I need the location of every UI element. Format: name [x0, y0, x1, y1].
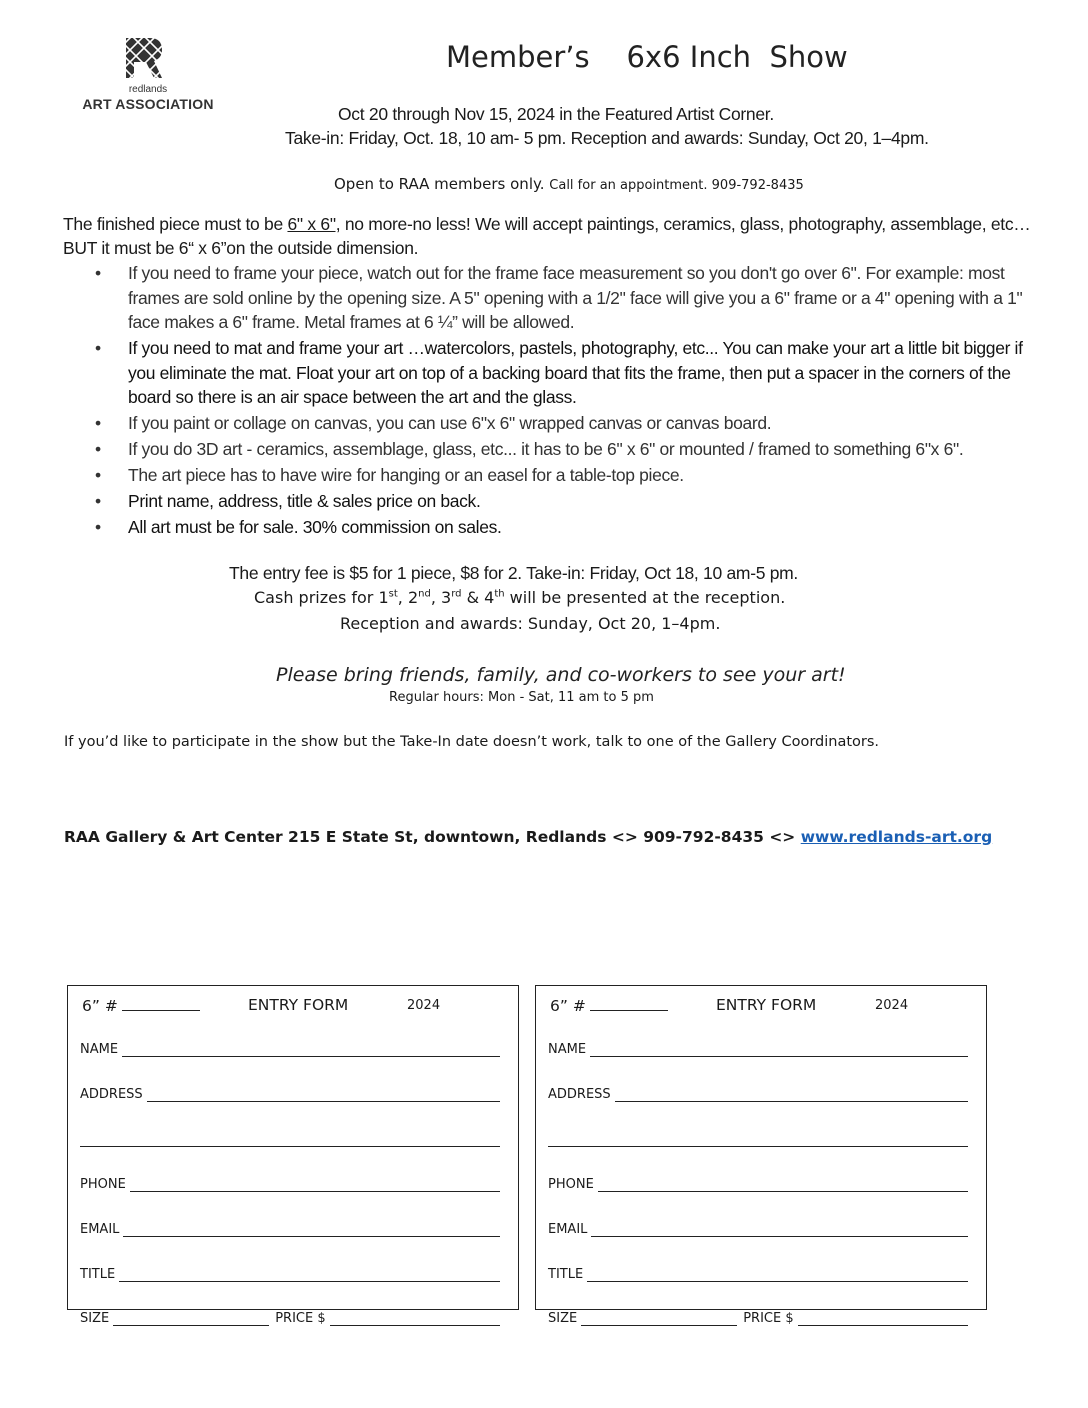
title-field[interactable] — [80, 1267, 500, 1282]
address-label: ADDRESS — [548, 1087, 611, 1102]
entry-form-year: 2024 — [407, 998, 441, 1013]
ordinal-suffix: rd — [451, 588, 462, 600]
footer-contact — [64, 828, 992, 846]
title-field[interactable] — [548, 1267, 968, 1282]
list-item-text: If you need to frame your piece, watch out for the frame face measurement so you don't go over 6". For example: most frames are sold online by the opening size. A 5" opening with a 1/2" face will give you a 6" frame or a 4" opening with a 1" face makes a 6" frame. Metal frames at 6 ¼” will be allowed. — [128, 263, 1023, 332]
entry-fee-line: The entry fee is $5 for 1 piece, $8 for 2. Take-in: Friday, Oct 18, 10 am-5 pm. — [229, 563, 798, 583]
entry-number-label: 6” # — [82, 997, 118, 1015]
address-line-2[interactable] — [80, 1146, 500, 1147]
list-item — [95, 336, 1025, 410]
prizes-text: Cash prizes for 1 — [254, 588, 389, 607]
appointment-text: Call for an appointment. 909-792-8435 — [549, 178, 804, 193]
intro-text-1: The finished piece must to be — [63, 214, 288, 234]
list-item-text: If you paint or collage on canvas, you can use 6"x 6" wrapped canvas or canvas board. — [128, 413, 772, 433]
prizes-text: , 3 — [430, 588, 452, 607]
logo-small-text: redlands — [128, 84, 168, 95]
price-line[interactable] — [330, 1311, 500, 1326]
rules-list — [95, 261, 1025, 541]
list-item — [95, 463, 1025, 488]
footer-text: RAA Gallery & Art Center 215 E State St, downtown, Redlands <> 909-792-8435 <> — [64, 828, 801, 846]
prizes-text: & 4 — [461, 588, 495, 607]
website-link[interactable]: www.redlands-art.org — [800, 828, 993, 846]
list-item — [95, 411, 1025, 436]
title-line[interactable] — [587, 1267, 968, 1282]
email-line[interactable] — [123, 1222, 500, 1237]
title-label: TITLE — [548, 1267, 584, 1282]
show-dates: Oct 20 through Nov 15, 2024 in the Featured Artist Corner. — [338, 104, 774, 124]
address-line[interactable] — [615, 1087, 968, 1102]
bullet-dot: • — [95, 465, 101, 485]
logo-main-text: ART ASSOCIATION — [82, 96, 214, 112]
size-label: SIZE — [548, 1311, 578, 1326]
size-price-field — [548, 1311, 968, 1326]
list-item-text: All art must be for sale. 30% commission on sales. — [128, 517, 502, 537]
takein-note: If you’d like to participate in the show but the Take-In date doesn’t work, talk to one of the Gallery Coordinators. — [64, 734, 880, 750]
list-item-text: Print name, address, title & sales price on back. — [128, 491, 481, 511]
entry-number — [550, 996, 668, 1015]
intro-paragraph — [63, 212, 1033, 260]
bullet-dot: • — [95, 338, 101, 358]
phone-field[interactable] — [548, 1177, 968, 1192]
address-line[interactable] — [147, 1087, 500, 1102]
entry-number-label: 6” # — [550, 997, 586, 1015]
entry-number-field[interactable] — [122, 996, 200, 1011]
size-price-field — [80, 1311, 500, 1326]
title-line[interactable] — [119, 1267, 500, 1282]
entry-form-right — [535, 985, 987, 1326]
address-field[interactable] — [80, 1087, 500, 1102]
entry-number-field[interactable] — [590, 996, 668, 1011]
bullet-dot: • — [95, 517, 101, 537]
price-label: PRICE $ — [743, 1311, 794, 1326]
list-item-text: If you need to mat and frame your art …watercolors, pastels, photography, etc... You can make your art a little bit bigger if you eliminate the mat. Float your art on top of a backing board that fits the frame, then put a spacer in the corners of the board so there is an air space between the art and the glass. — [128, 338, 1023, 407]
list-item-text: If you do 3D art - ceramics, assemblage, glass, etc... it has to be 6" x 6" or mounted / framed to something 6"x 6". — [128, 439, 964, 459]
page-title: Member’s 6x6 Inch Show — [446, 40, 848, 74]
name-label: NAME — [548, 1042, 587, 1057]
bullet-dot: • — [95, 263, 101, 283]
raa-logo-mark — [124, 36, 164, 80]
intro-size-underlined: 6" x 6", — [287, 214, 341, 234]
entry-number — [82, 996, 200, 1015]
name-label: NAME — [80, 1042, 119, 1057]
bullet-dot: • — [95, 413, 101, 433]
members-only-text: Open to RAA members only. — [334, 175, 545, 193]
price-line[interactable] — [798, 1311, 968, 1326]
email-field[interactable] — [80, 1222, 500, 1237]
list-item — [95, 437, 1025, 462]
intro-text-2: no more-no less! We will accept paintings, ceramics, glass, photography, assemblage, etc… BUT it must be 6“ x 6”on the outside dimension. — [63, 214, 1031, 258]
members-only-line — [334, 175, 804, 193]
ordinal-suffix: th — [494, 588, 505, 600]
email-line[interactable] — [591, 1222, 968, 1237]
phone-line[interactable] — [130, 1177, 500, 1192]
name-line[interactable] — [122, 1042, 500, 1057]
title-label: TITLE — [80, 1267, 116, 1282]
name-field[interactable] — [548, 1042, 968, 1057]
list-item — [95, 489, 1025, 514]
invite-line: Please bring friends, family, and co-workers to see your art! — [276, 664, 846, 686]
bullet-dot: • — [95, 491, 101, 511]
gallery-hours: Regular hours: Mon - Sat, 11 am to 5 pm — [389, 690, 654, 705]
email-field[interactable] — [548, 1222, 968, 1237]
bullet-dot: • — [95, 439, 101, 459]
list-item-text: The art piece has to have wire for hanging or an easel for a table-top piece. — [128, 465, 684, 485]
list-item — [95, 515, 1025, 540]
address-line-2[interactable] — [548, 1146, 968, 1147]
prizes-text: will be presented at the reception. — [504, 588, 786, 607]
entry-form-title: ENTRY FORM — [248, 996, 349, 1014]
size-label: SIZE — [80, 1311, 110, 1326]
prizes-text: , 2 — [397, 588, 419, 607]
raa-logo — [78, 36, 218, 116]
ordinal-suffix: st — [388, 588, 398, 600]
address-field[interactable] — [548, 1087, 968, 1102]
entry-form-left — [67, 985, 519, 1326]
phone-line[interactable] — [598, 1177, 968, 1192]
ordinal-suffix: nd — [418, 588, 431, 600]
address-label: ADDRESS — [80, 1087, 143, 1102]
cash-prizes-line — [254, 588, 785, 607]
size-line[interactable] — [581, 1311, 737, 1326]
name-line[interactable] — [590, 1042, 968, 1057]
phone-label: PHONE — [80, 1177, 126, 1192]
entry-form-title: ENTRY FORM — [716, 996, 817, 1014]
email-label: EMAIL — [80, 1222, 120, 1237]
reception-line: Reception and awards: Sunday, Oct 20, 1–4pm. — [340, 614, 721, 633]
phone-field[interactable] — [80, 1177, 500, 1192]
email-label: EMAIL — [548, 1222, 588, 1237]
takein-reception-line: Take-in: Friday, Oct. 18, 10 am- 5 pm. Reception and awards: Sunday, Oct 20, 1–4pm. — [285, 128, 929, 148]
phone-label: PHONE — [548, 1177, 594, 1192]
price-label: PRICE $ — [275, 1311, 326, 1326]
name-field[interactable] — [80, 1042, 500, 1057]
entry-form-year: 2024 — [875, 998, 909, 1013]
list-item — [95, 261, 1025, 335]
size-line[interactable] — [113, 1311, 269, 1326]
